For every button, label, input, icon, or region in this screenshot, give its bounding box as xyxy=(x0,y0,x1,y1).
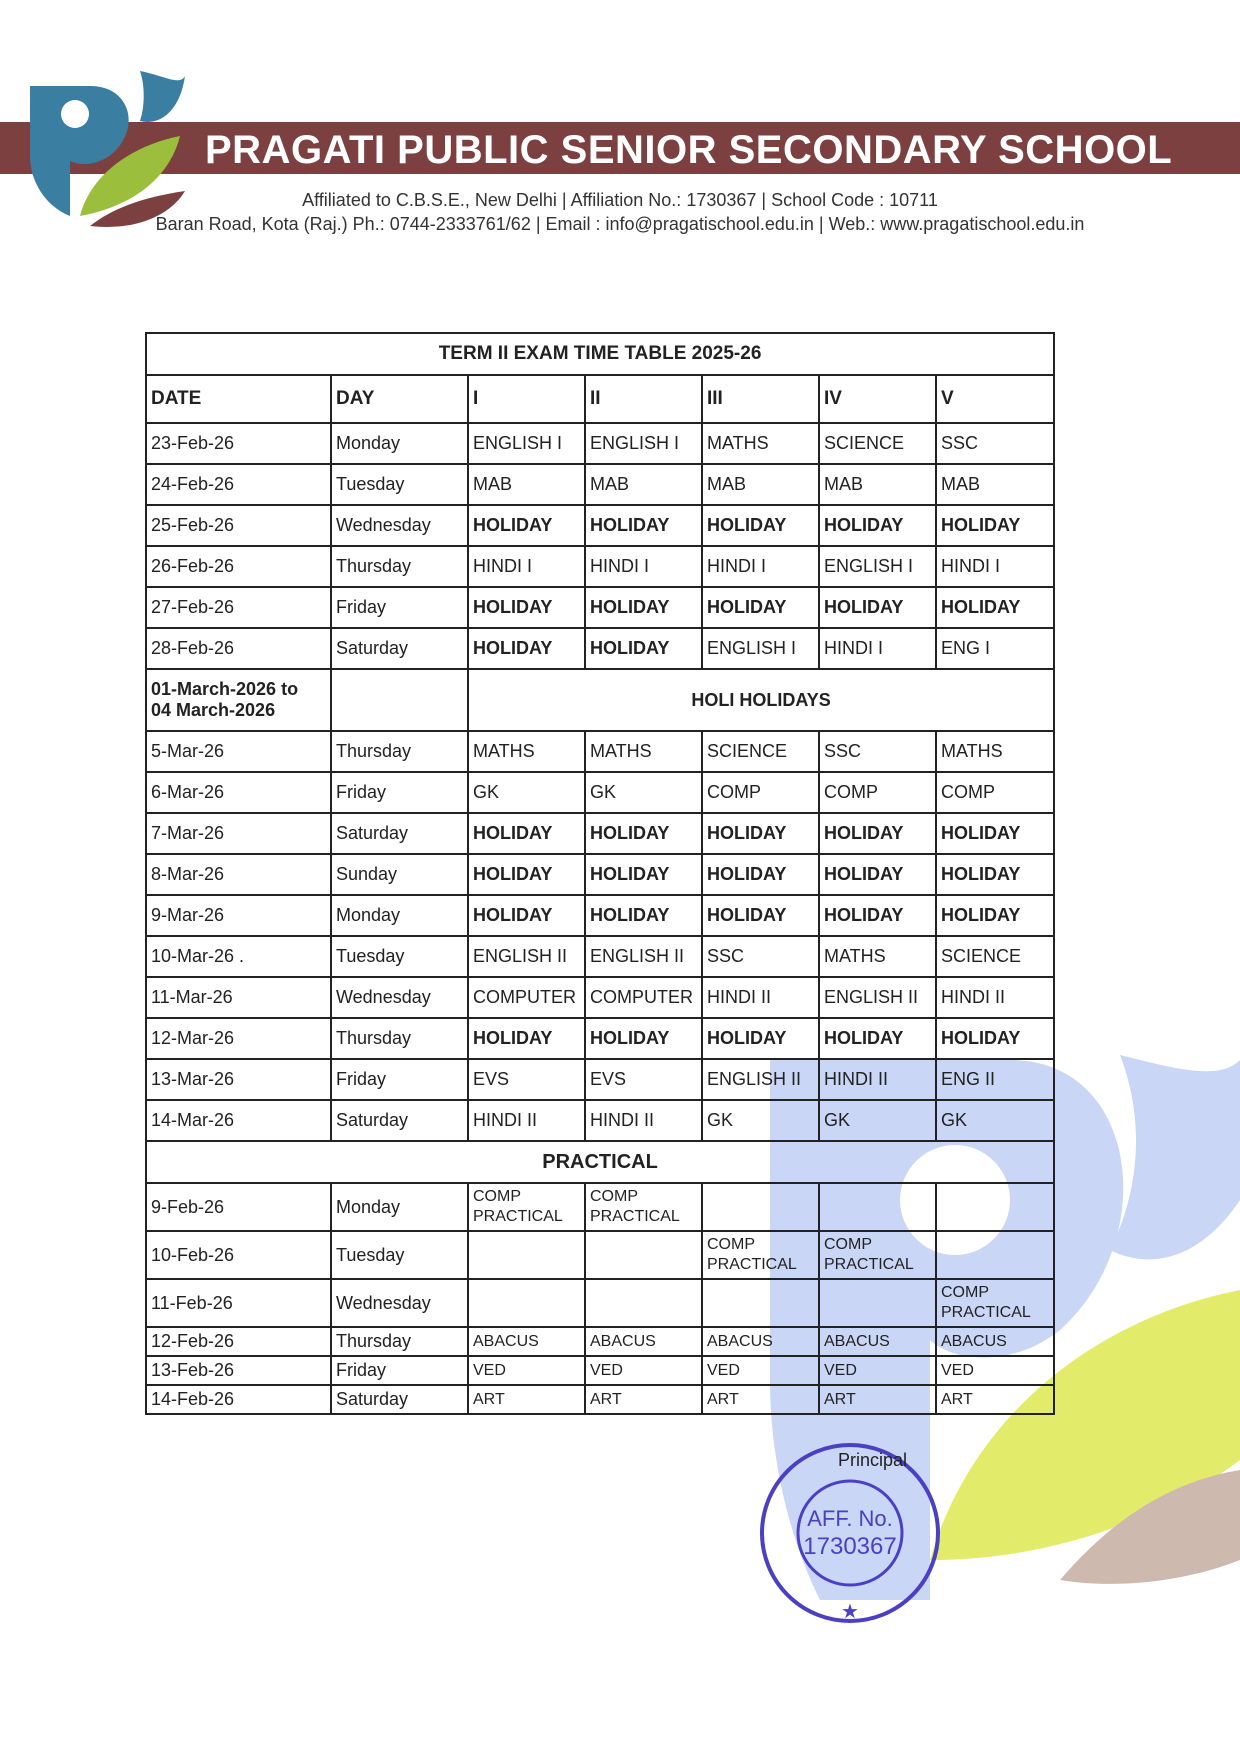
subject-cell: COMP PRACTICAL xyxy=(819,1231,936,1279)
table-row xyxy=(146,464,1054,505)
subject-cell: GK xyxy=(702,1100,819,1141)
day-cell: Saturday xyxy=(331,813,468,854)
subject-cell: HOLIDAY xyxy=(936,1018,1054,1059)
subject-cell: VED xyxy=(819,1356,936,1385)
day-cell: Monday xyxy=(331,1183,468,1231)
subject-cell: HOLIDAY xyxy=(585,628,702,669)
day-cell: Saturday xyxy=(331,1100,468,1141)
table-row xyxy=(146,1279,1054,1327)
holi-date-start: 01-March-2026 to xyxy=(151,679,299,699)
table-row xyxy=(146,1018,1054,1059)
date-cell: 13-Feb-26 xyxy=(146,1356,331,1385)
day-cell: Thursday xyxy=(331,731,468,772)
date-cell: 28-Feb-26 xyxy=(146,628,331,669)
table-row xyxy=(146,813,1054,854)
subject-cell: ENGLISH I xyxy=(819,546,936,587)
contact-line: Baran Road, Kota (Raj.) Ph.: 0744-2333761/62 | Email : info@pragatischool.edu.in | Web.: www.pragatischool.edu.in xyxy=(155,214,1085,234)
subject-cell: SSC xyxy=(702,936,819,977)
subject-cell: MATHS xyxy=(702,423,819,464)
subject-cell: MAB xyxy=(702,464,819,505)
subject-cell: HINDI II xyxy=(936,977,1054,1018)
day-cell: Wednesday xyxy=(331,977,468,1018)
subject-cell: EVS xyxy=(585,1059,702,1100)
subject-cell: HINDI II xyxy=(702,977,819,1018)
date-cell: 6-Mar-26 xyxy=(146,772,331,813)
subject-cell: MAB xyxy=(585,464,702,505)
subject-cell: HOLIDAY xyxy=(585,813,702,854)
date-cell: 26-Feb-26 xyxy=(146,546,331,587)
holi-holidays-label: HOLI HOLIDAYS xyxy=(468,669,1054,731)
subject-cell: VED xyxy=(936,1356,1054,1385)
table-row xyxy=(146,423,1054,464)
subject-cell: ENGLISH I xyxy=(585,423,702,464)
subject-cell xyxy=(468,1231,585,1279)
subject-cell xyxy=(702,1183,819,1231)
subject-cell: ABACUS xyxy=(819,1327,936,1356)
subject-cell: ENGLISH II xyxy=(819,977,936,1018)
subject-cell: ENG I xyxy=(936,628,1054,669)
subject-cell: COMPUTER xyxy=(585,977,702,1018)
date-cell: 9-Mar-26 xyxy=(146,895,331,936)
holi-date-range xyxy=(146,669,331,731)
date-cell: 14-Feb-26 xyxy=(146,1385,331,1414)
day-cell: Tuesday xyxy=(331,936,468,977)
table-row xyxy=(146,977,1054,1018)
subject-cell: HINDI II xyxy=(819,1059,936,1100)
subject-cell xyxy=(819,1183,936,1231)
subject-cell: COMP xyxy=(702,772,819,813)
subject-cell: HOLIDAY xyxy=(468,505,585,546)
stamp-line2: 1730367 xyxy=(803,1533,897,1560)
subject-cell: SCIENCE xyxy=(936,936,1054,977)
subject-cell: ENG II xyxy=(936,1059,1054,1100)
table-row xyxy=(146,731,1054,772)
header-row xyxy=(146,375,1054,423)
subject-cell: HOLIDAY xyxy=(936,587,1054,628)
table-row xyxy=(146,1183,1054,1231)
subject-cell: GK xyxy=(468,772,585,813)
holi-holidays-row xyxy=(146,669,1054,731)
day-cell: Friday xyxy=(331,1059,468,1100)
day-cell: Sunday xyxy=(331,854,468,895)
subject-cell: COMP xyxy=(819,772,936,813)
subject-cell: HINDI I xyxy=(468,546,585,587)
day-cell: Monday xyxy=(331,895,468,936)
day-cell: Tuesday xyxy=(331,1231,468,1279)
column-header-class-v: V xyxy=(936,375,1054,423)
day-cell: Friday xyxy=(331,1356,468,1385)
holi-day-cell xyxy=(331,669,468,731)
subject-cell: HOLIDAY xyxy=(468,628,585,669)
subject-cell: ART xyxy=(468,1385,585,1414)
day-cell: Thursday xyxy=(331,546,468,587)
subject-cell: HOLIDAY xyxy=(468,587,585,628)
day-cell: Friday xyxy=(331,587,468,628)
subject-cell: HOLIDAY xyxy=(468,854,585,895)
subject-cell: HINDI I xyxy=(585,546,702,587)
subject-cell: SCIENCE xyxy=(819,423,936,464)
subject-cell: ENGLISH I xyxy=(468,423,585,464)
subject-cell: HOLIDAY xyxy=(819,505,936,546)
subject-cell: HINDI I xyxy=(819,628,936,669)
subject-cell: HOLIDAY xyxy=(936,854,1054,895)
subject-cell: GK xyxy=(819,1100,936,1141)
column-header-class-iv: IV xyxy=(819,375,936,423)
date-cell: 25-Feb-26 xyxy=(146,505,331,546)
table-row xyxy=(146,936,1054,977)
subject-cell: HOLIDAY xyxy=(702,587,819,628)
table-row xyxy=(146,772,1054,813)
subject-cell: ART xyxy=(585,1385,702,1414)
date-cell: 8-Mar-26 xyxy=(146,854,331,895)
column-header-class-i: I xyxy=(468,375,585,423)
subject-cell: HOLIDAY xyxy=(819,854,936,895)
stamp-line1: AFF. No. xyxy=(807,1506,893,1531)
subject-cell: COMPUTER xyxy=(468,977,585,1018)
subject-cell xyxy=(585,1231,702,1279)
subject-cell: VED xyxy=(468,1356,585,1385)
subject-cell: HINDI I xyxy=(936,546,1054,587)
day-cell: Saturday xyxy=(331,1385,468,1414)
stamp-star-icon: ★ xyxy=(841,1599,859,1623)
date-cell: 13-Mar-26 xyxy=(146,1059,331,1100)
subject-cell: EVS xyxy=(468,1059,585,1100)
table-row xyxy=(146,587,1054,628)
date-cell: 7-Mar-26 xyxy=(146,813,331,854)
date-cell: 24-Feb-26 xyxy=(146,464,331,505)
subject-cell: ABACUS xyxy=(936,1327,1054,1356)
signature-label: Principal xyxy=(838,1450,908,1470)
subject-cell: HOLIDAY xyxy=(702,1018,819,1059)
day-cell: Wednesday xyxy=(331,1279,468,1327)
subject-cell: GK xyxy=(585,772,702,813)
subject-cell: HOLIDAY xyxy=(936,813,1054,854)
day-cell: Monday xyxy=(331,423,468,464)
table-row xyxy=(146,1231,1054,1279)
practical-heading: PRACTICAL xyxy=(146,1141,1054,1183)
date-cell: 5-Mar-26 xyxy=(146,731,331,772)
subject-cell: MATHS xyxy=(936,731,1054,772)
date-cell: 9-Feb-26 xyxy=(146,1183,331,1231)
table-row xyxy=(146,1100,1054,1141)
subject-cell: SCIENCE xyxy=(702,731,819,772)
date-cell: 12-Feb-26 xyxy=(146,1327,331,1356)
subject-cell: HINDI II xyxy=(585,1100,702,1141)
subject-cell: VED xyxy=(585,1356,702,1385)
subject-cell: HOLIDAY xyxy=(585,854,702,895)
table-row xyxy=(146,895,1054,936)
subject-cell xyxy=(819,1279,936,1327)
subject-cell: MAB xyxy=(819,464,936,505)
subject-cell: ART xyxy=(819,1385,936,1414)
subject-cell: COMP xyxy=(936,772,1054,813)
table-row xyxy=(146,546,1054,587)
subject-cell: HINDI II xyxy=(468,1100,585,1141)
practical-heading-row xyxy=(146,1141,1054,1183)
subject-cell: COMP PRACTICAL xyxy=(468,1183,585,1231)
subject-cell: SSC xyxy=(819,731,936,772)
subject-cell: HOLIDAY xyxy=(702,813,819,854)
subject-cell: HOLIDAY xyxy=(819,895,936,936)
subject-cell: MAB xyxy=(936,464,1054,505)
day-cell: Thursday xyxy=(331,1018,468,1059)
column-header-class-iii: III xyxy=(702,375,819,423)
subject-cell: MATHS xyxy=(585,731,702,772)
subject-cell: SSC xyxy=(936,423,1054,464)
subject-cell xyxy=(702,1279,819,1327)
subject-cell: ENGLISH II xyxy=(702,1059,819,1100)
day-cell: Wednesday xyxy=(331,505,468,546)
subject-cell: HOLIDAY xyxy=(702,505,819,546)
subject-cell: HOLIDAY xyxy=(468,1018,585,1059)
subject-cell: HOLIDAY xyxy=(936,895,1054,936)
timetable-title: TERM II EXAM TIME TABLE 2025-26 xyxy=(146,333,1054,375)
subject-cell: MAB xyxy=(468,464,585,505)
subject-cell: HOLIDAY xyxy=(819,1018,936,1059)
date-cell: 14-Mar-26 xyxy=(146,1100,331,1141)
subject-cell: COMP PRACTICAL xyxy=(585,1183,702,1231)
subject-cell xyxy=(585,1279,702,1327)
subject-cell: HOLIDAY xyxy=(702,854,819,895)
holi-date-end: 04 March-2026 xyxy=(151,700,276,720)
date-cell: 23-Feb-26 xyxy=(146,423,331,464)
subject-cell: HOLIDAY xyxy=(936,505,1054,546)
subject-cell: ART xyxy=(702,1385,819,1414)
subject-cell: ABACUS xyxy=(585,1327,702,1356)
subject-cell: HOLIDAY xyxy=(585,505,702,546)
subject-cell: HINDI I xyxy=(702,546,819,587)
subject-cell: ABACUS xyxy=(702,1327,819,1356)
date-cell: 10-Mar-26 . xyxy=(146,936,331,977)
table-row xyxy=(146,1059,1054,1100)
affiliation-line: Affiliated to C.B.S.E., New Delhi | Affiliation No.: 1730367 | School Code : 10711 xyxy=(302,190,938,210)
column-header-class-ii: II xyxy=(585,375,702,423)
table-row xyxy=(146,1385,1054,1414)
table-row xyxy=(146,1327,1054,1356)
subject-cell: ENGLISH I xyxy=(702,628,819,669)
date-cell: 10-Feb-26 xyxy=(146,1231,331,1279)
subject-cell: MATHS xyxy=(819,936,936,977)
column-header-day: DAY xyxy=(331,375,468,423)
date-cell: 11-Feb-26 xyxy=(146,1279,331,1327)
subject-cell: HOLIDAY xyxy=(585,587,702,628)
table-row xyxy=(146,1356,1054,1385)
subject-cell: VED xyxy=(702,1356,819,1385)
day-cell: Tuesday xyxy=(331,464,468,505)
date-cell: 27-Feb-26 xyxy=(146,587,331,628)
subject-cell: HOLIDAY xyxy=(468,895,585,936)
exam-timetable xyxy=(145,332,1055,1415)
table-row xyxy=(146,628,1054,669)
day-cell: Thursday xyxy=(331,1327,468,1356)
table-row xyxy=(146,505,1054,546)
subject-cell: MATHS xyxy=(468,731,585,772)
subject-cell xyxy=(468,1279,585,1327)
subject-cell: HOLIDAY xyxy=(702,895,819,936)
subject-cell: ENGLISH II xyxy=(585,936,702,977)
day-cell: Saturday xyxy=(331,628,468,669)
subject-cell: HOLIDAY xyxy=(819,813,936,854)
subject-cell: ABACUS xyxy=(468,1327,585,1356)
subject-cell: HOLIDAY xyxy=(468,813,585,854)
date-cell: 12-Mar-26 xyxy=(146,1018,331,1059)
column-header-date: DATE xyxy=(146,375,331,423)
subject-cell: HOLIDAY xyxy=(585,1018,702,1059)
subject-cell: ART xyxy=(936,1385,1054,1414)
subject-cell xyxy=(936,1231,1054,1279)
subject-cell: GK xyxy=(936,1100,1054,1141)
table-row xyxy=(146,854,1054,895)
subject-cell: ENGLISH II xyxy=(468,936,585,977)
subject-cell xyxy=(936,1183,1054,1231)
subject-cell: HOLIDAY xyxy=(585,895,702,936)
subject-cell: HOLIDAY xyxy=(819,587,936,628)
date-cell: 11-Mar-26 xyxy=(146,977,331,1018)
school-name: PRAGATI PUBLIC SENIOR SECONDARY SCHOOL xyxy=(205,128,1173,172)
subject-cell: COMP PRACTICAL xyxy=(702,1231,819,1279)
day-cell: Friday xyxy=(331,772,468,813)
subject-cell: COMP PRACTICAL xyxy=(936,1279,1054,1327)
